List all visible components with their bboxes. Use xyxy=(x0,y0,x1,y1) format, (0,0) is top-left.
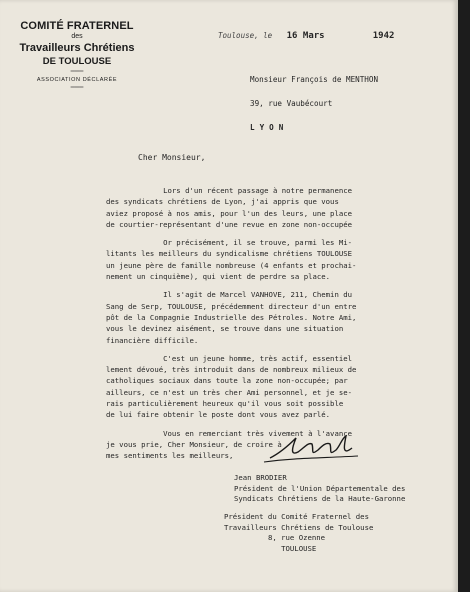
signer-title-2: Syndicats Chrétiens de la Haute-Garonne xyxy=(234,494,406,503)
president-line-4: TOULOUSE xyxy=(281,543,317,553)
letterhead xyxy=(12,20,142,92)
handwritten-signature xyxy=(262,428,362,468)
date-year: 1942 xyxy=(372,31,395,41)
paragraph-2: Or précisément, il se trouve, parmi les Mi- litants les meilleurs du syndicalisme chrétiens TOULOUSE un jeune père de famille nombreuse (4 enfants et prochai- nement un cinquième), qui vient de perdre sa place. xyxy=(106,238,357,282)
letterhead-city: DE TOULOUSE xyxy=(42,56,112,67)
president-line-3: 8, rue Ozenne xyxy=(267,533,326,542)
paragraph-4: C'est un jeune homme, très actif, essentiel lement dévoué, très introduit dans de nombreux milieux de catholiques sociaux dans toute la zone non-occupée; par ailleurs, ce n'est un très cher Ami personnel, et je se- rais particulièrement heureux qu'il vous soit possible de lui faire obtenir le poste dont vous avez parlé. xyxy=(106,353,357,420)
addressee-block xyxy=(250,68,378,140)
letterhead-association: ASSOCIATION DÉCLARÉE xyxy=(36,77,118,83)
letterhead-ornament-bottom: ═══ xyxy=(70,85,84,91)
signer-title-1: Président de l'Union Départementale des xyxy=(234,483,406,493)
letterhead-ornament: ═══ xyxy=(70,69,84,75)
letterhead-subtitle: Travailleurs Chrétiens xyxy=(19,42,135,54)
letterhead-title: COMITÉ FRATERNEL xyxy=(20,20,134,32)
addressee-name: Monsieur François de MENTHON xyxy=(250,75,379,84)
signer-name: Jean BRODIER xyxy=(234,473,287,482)
letter-date xyxy=(218,31,394,41)
salutation: Cher Monsieur, xyxy=(138,153,206,162)
paragraph-5: Vous en remerciant très vivement à l'avance je vous prie, Cher Monsieur, de croire à mes sentiments les meilleurs, xyxy=(106,428,353,461)
president-block xyxy=(224,512,373,554)
president-line-1: Président du Comité Fraternel des xyxy=(224,512,369,521)
president-line-2: Travailleurs Chrétiens de Toulouse xyxy=(224,522,374,532)
paragraph-3: Il s'agit de Marcel VANHOVE, 211, Chemin du Sang de Serp, TOULOUSE, précédemment directeur d'un entre pôt de la Compagnie Industrielle des Pétroles. Notre Ami, vous le devinez aisément, se trouve dans une situation financière difficile. xyxy=(106,290,357,345)
letter-body xyxy=(106,185,456,469)
date-place: Toulouse, le xyxy=(218,31,273,40)
signer-block xyxy=(234,473,405,505)
date-day-month: 16 Mars xyxy=(286,31,325,41)
addressee-city: LYON xyxy=(250,123,289,132)
addressee-street: 39, rue Vaubécourt xyxy=(250,99,333,108)
letterhead-des: des xyxy=(71,33,83,40)
paragraph-1: Lors d'un récent passage à notre permanence des syndicats chrétiens de Lyon, j'ai appris que vous aviez proposé à nos amis, pour l'un des leurs, une place de courtier-représentant d'une revue en zone non-occupée xyxy=(106,186,353,229)
